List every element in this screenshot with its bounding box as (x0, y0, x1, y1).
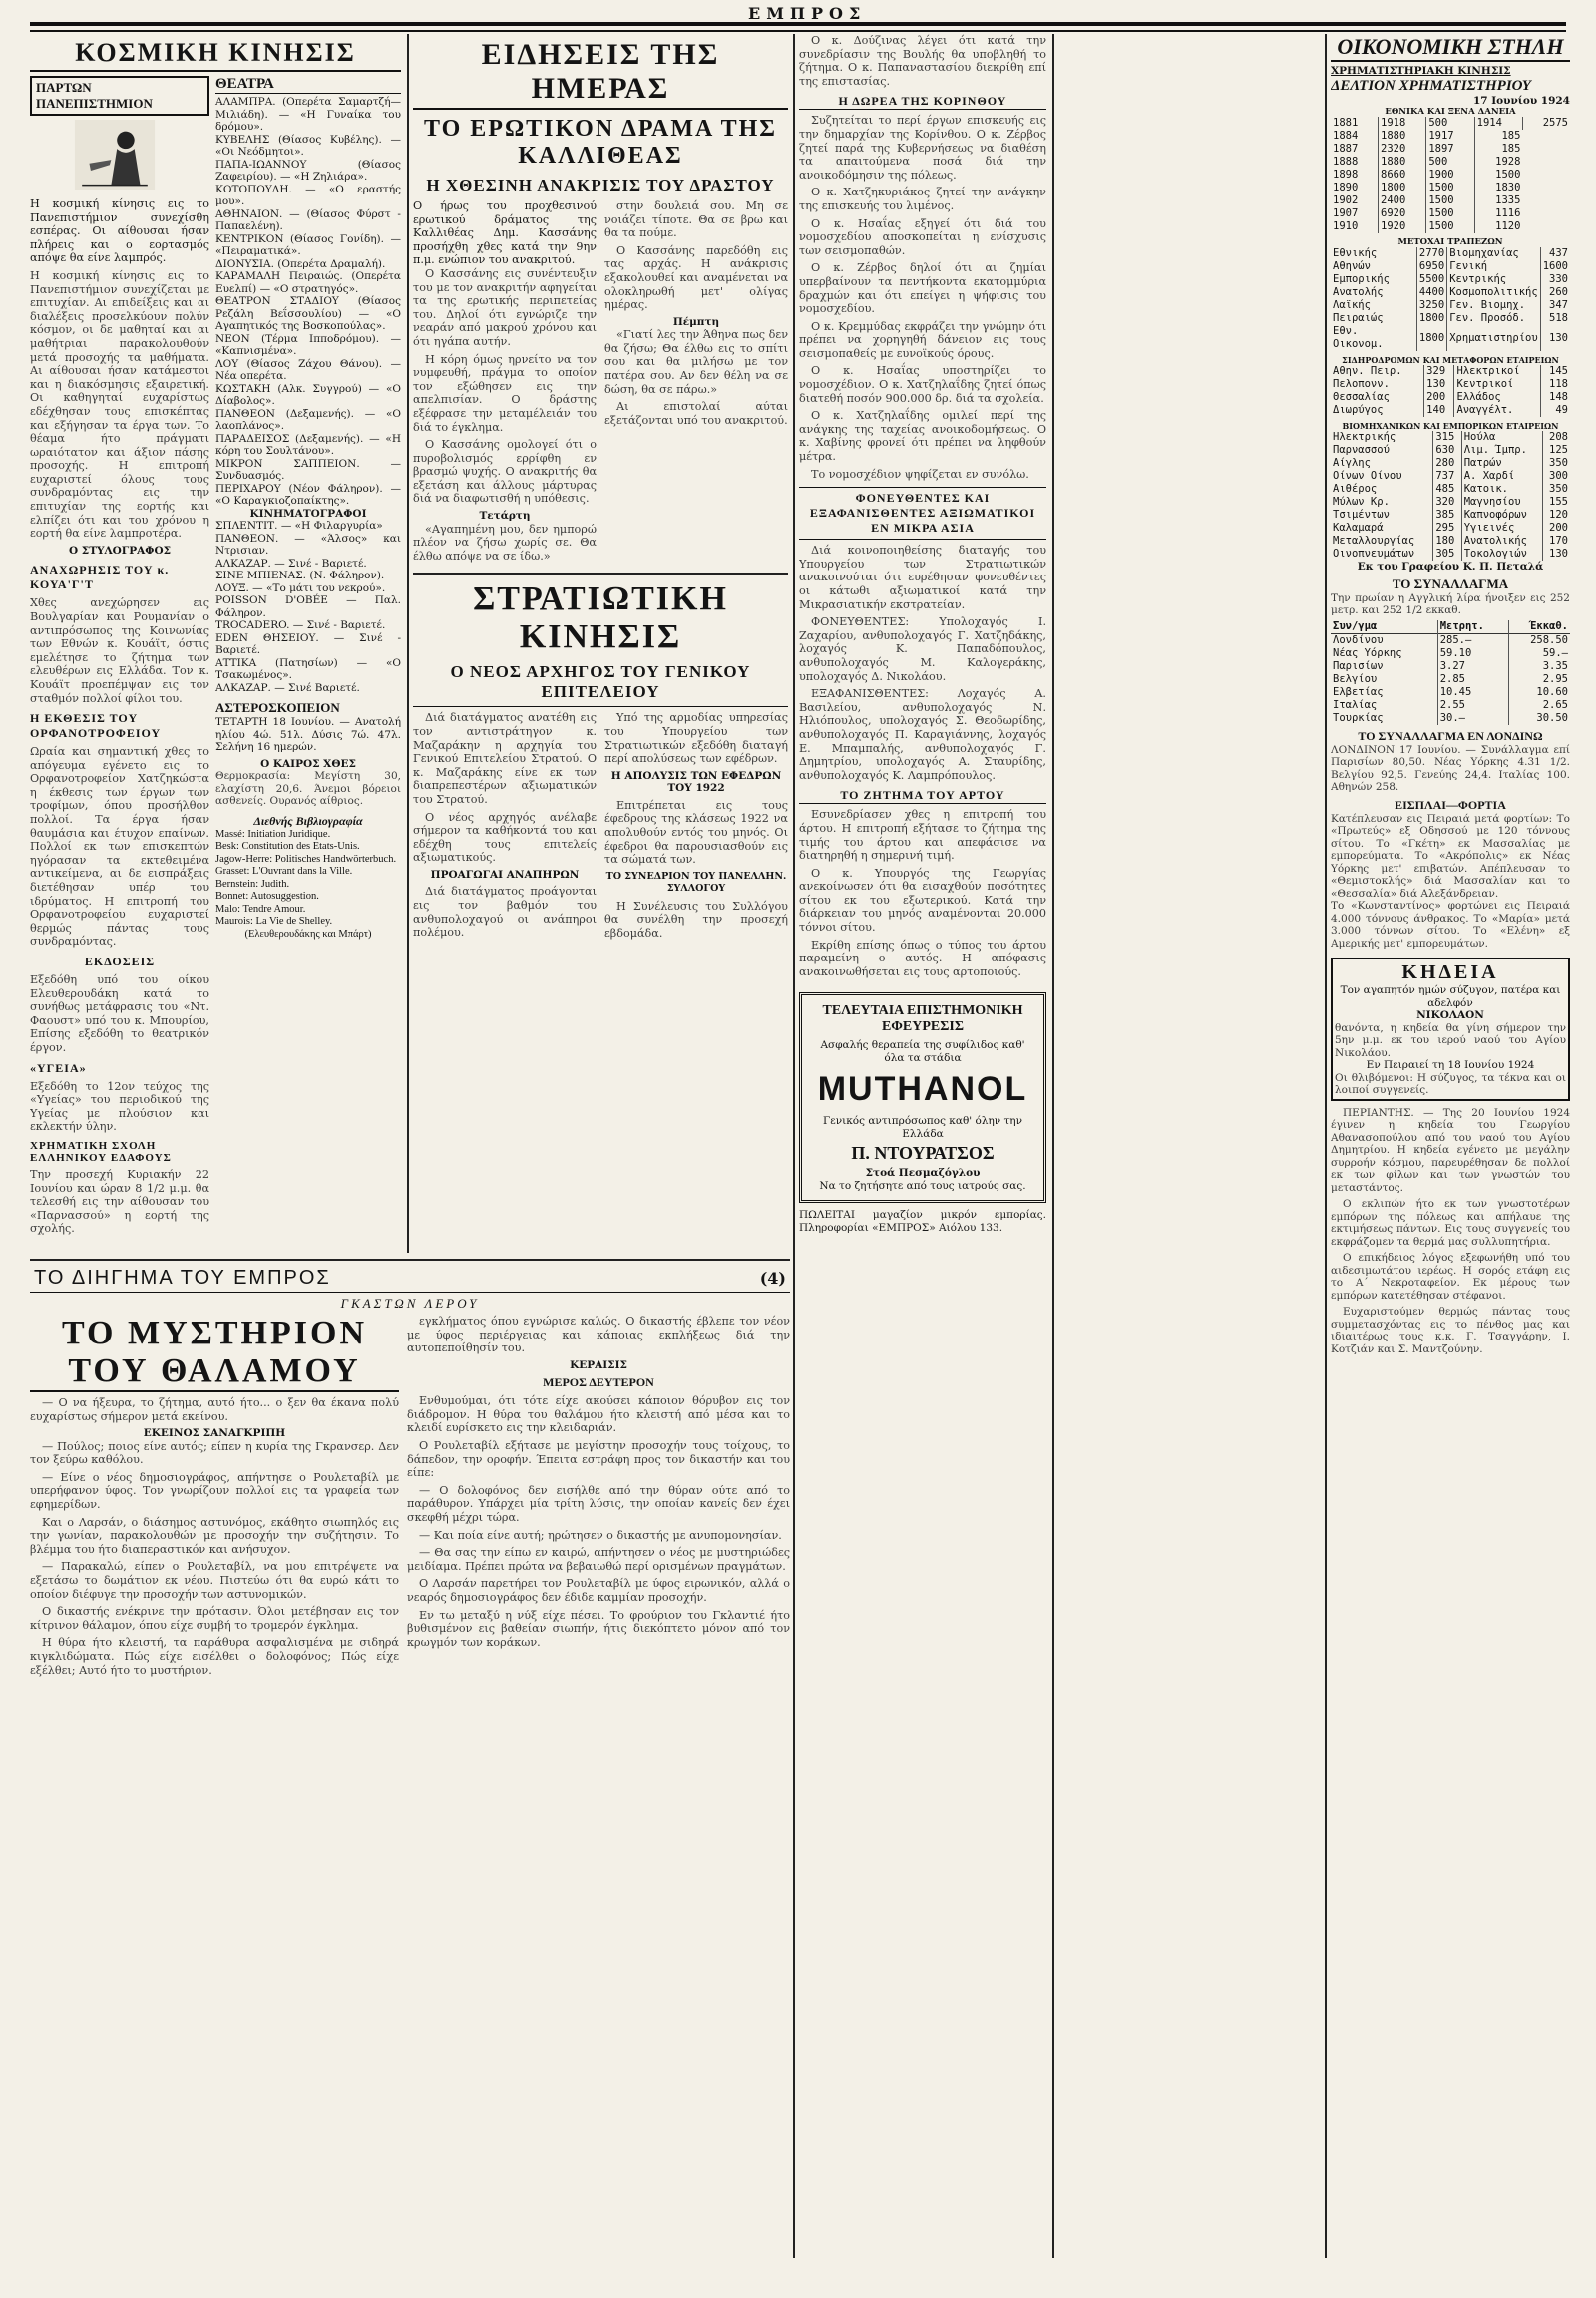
table-row (1331, 496, 1570, 509)
table-cell: Κεντρικοί (1454, 378, 1540, 391)
table-cell: 30.— (1437, 712, 1508, 725)
masthead-rule (30, 30, 1566, 32)
serial-part-label: ΜΕΡΟΣ ΔΕΥΤΕΡΟΝ (543, 1375, 654, 1390)
theatre-item: ΑΤΤΙΚΑ (Πατησίων) — «Ο Τσακωμένος». (215, 656, 401, 681)
table-cell: 1335 (1495, 194, 1521, 206)
table-cell: 1800 (1416, 312, 1446, 325)
observatory-header: ΑΣΤΕΡΟΣΚΟΠΕΙΟΝ (215, 700, 340, 715)
funeral-header: ΚΗΔΕΙΑ (1401, 961, 1499, 983)
muthanol-advertisement (799, 992, 1046, 1203)
table-cell: 305 (1433, 548, 1461, 561)
serial-author: ΓΚΑΣΤΩΝ ΛΕΡΟΥ (340, 1296, 480, 1311)
table-cell: 130 (1424, 378, 1454, 391)
table-row (1331, 117, 1570, 130)
table-row (1331, 712, 1570, 725)
table-row (1331, 260, 1570, 273)
bibliography-list (215, 829, 401, 942)
table-cell: 347 (1549, 299, 1568, 311)
theatre-item: POISSON D'OBÉE — Παλ. Φάληρον. (215, 594, 401, 619)
table-cell: 155 (1549, 496, 1568, 508)
theatre-item: ΚΥΒΕΛΗΣ (Θίασος Κυβέλης). — «Οι Νεόδμητοι». (215, 133, 401, 158)
table-row (1331, 143, 1570, 156)
table-cell: 1500 (1426, 194, 1474, 207)
table-row (1331, 483, 1570, 496)
serial-series: ΤΟ ΔΙΗΓΗΜΑ ΤΟΥ ΕΜΠΡΟΣ (34, 1267, 331, 1289)
table-cell: 1920 (1379, 220, 1426, 233)
school-subhead: ΧΡΗΜΑΤΙΚΗ ΣΧΟΛΗ ΕΛΛΗΝΙΚΟΥ ΕΔΑΦΟΥΣ (30, 1139, 172, 1164)
table-cell: 2400 (1379, 194, 1426, 207)
theatre-item: ΕDEN ΘΗΣΕΙΟΥ. — Σινέ - Βαριετέ. (215, 631, 401, 656)
table-cell: 2.85 (1437, 673, 1508, 686)
table-row (1331, 699, 1570, 712)
bulletin-date: 17 Ιουνίου 1924 (1472, 94, 1570, 107)
corinth-subhead: Η ΔΩΡΕΑ ΤΗΣ ΚΟΡΙΝΘΟΥ (799, 94, 1046, 110)
table-row (1331, 207, 1570, 220)
table-cell: 1800 (1379, 182, 1426, 194)
table-cell: Υγιεινές (1461, 522, 1542, 535)
table-cell: Διωρύγος (1331, 404, 1424, 417)
theatre-item: ΑΛΚΑΖΑΡ. — Σινέ Βαριετέ. (215, 681, 360, 694)
politics-column: Ο κ. Δούζινας λέγει ότι κατά την συνεδρίασιν της Βουλής θα υποβληθή το ζήτημα. Ο κ. Παπαναστασίου διεκρίθη επί της επιστασίας. Η ΔΩΡΕΑ ΤΗΣ ΚΟΡΙΝΘΟΥ Συζητείται το περί έργων επισκευής εις την δημαρχίαν της Κορίνθου. Ο κ. Ζέρβος ζητεί παρά της Κυβερνήσεως να διαθέση τα απαιτούμενα ποσά διά την ανοικοδόμησιν της πόλεως. Ο κ. Χατζηκυριάκος ζητεί την ανάγκην της επισκευής του λιμένος. Ο κ. Ησαΐας εξηγεί ότι διά του νομοσχεδίου αποσκοπείται η ενίσχυσις των σεισμοπαθών. Ο κ. Ζέρβος δηλοί ότι αι ζημίαι υπερβαίνουν τα πεντήκοντα εκατομμύρια δραχμών και ότι επείγει η ψήφισις του νομοσχεδίου. Ο κ. Κρεμμύδας εκφράζει την γνώμην ότι πρέπει να χορηγηθή δάνειον εις τους σεισμοπαθείς με ευνοϊκούς όρους. Ο κ. Ησαΐας υποστηρίζει το νομοσχέδιον. Ο κ. Χατζηλαΐδης ζητεί όπως διατεθή ποσόν 900.000 δρ. διά τα σχολεία. Ο κ. Χατζηλαΐδης ομιλεί περί της ανάγκης της ταχείας ανοικοδομήσεως. Ο κ. Χαβίνης φρονεί ότι πρέπει να ληφθούν μέτρα. Το νομοσχέδιον ψηφίζεται εν συνόλω. ΦΟΝΕΥΘΕΝΤΕΣ ΚΑΙ ΕΞΑΦΑΝΙΣΘΕΝΤΕΣ ΑΞΙΩΜΑΤΙΚΟΙ ΕΝ ΜΙΚΡΑ ΑΣΙΑ Διά κοινοποιηθείσης διαταγής του Υπουργείου των Στρατιωτικών ανακοινούται ότι ευρέθησαν φονευθέντες οι κάτωθι αξιωματικοί κατά την Μικρασιατικήν εκστρατείαν. ΦΟΝΕΥΘΕΝΤΕΣ: Υπολοχαγός Ι. Ζαχαρίου, ανθυπολοχαγός Γ. Χατζηδάκης, λοχαγός Κ. Παπαδόπουλος, ανθυπολοχαγός Μ. Καλογεράκης, υπολοχαγός Δ. Νικολάου. ΕΞΑΦΑΝΙΣΘΕΝΤΕΣ: Λοχαγός Α. Βασιλείου, ανθυπολοχαγός Ν. Ηλιόπουλος, υπολοχαγός Σ. Θεοδωρίδης, ανθυπολοχαγός Π. Καραγιάννης, λοχαγός Ε. Μπαμπαλής, ανθυπολοχαγός Γ. Δημητρίου, υπολοχαγός Α. Σταυρίδης, ανθυπολοχαγός Κ. Λαμπρόπουλος. ΤΟ ΖΗΤΗΜΑ ΤΟΥ ΑΡΤΟΥ Εσυνεδρίασεν χθες η επιτροπή του άρτου. Η επιτροπή εξήτασε το ζήτημα της τιμής του άρτου και απεφάσισε να διατηρηθή η σημερινή τιμή. Ο κ. Υπουργός της Γεωργίας ανεκοίνωσεν ότι θα εισαχθούν ποσότητες σίτου εκ του εξωτερικού. Κατά την διάρκειαν του μηνός αναμένονται 20.000 τόννοι σίτου. Εκρίθη επίσης όπως ο τύπος του άρτου παραμείνη ο αυτός. Η απόφασις ανακοινωθήσεται εις τους αρτοποιούς. ΤΕΛΕΥΤΑΙΑ ΕΠΙΣΤΗΜΟΝΙΚΗ ΕΦΕΥΡΕΣΙΣ Ασφαλής θεραπεία της συφίλιδος καθ' όλα τα στάδια MUTHANOL Γενικός αντιπρόσωπος καθ' όλην την Ελλάδα Π. ΝΤΟΥΡΑΤΣΟΣ Στοά Πεσμαζόγλου Να το ζητήσητε από τους ιατρούς σας. ΠΩΛΕΙΤΑΙ μαγαζίον μικρόν εμπορίας. Πληροφορίαι «ΕΜΠΡΟΣ» Αιόλου 133. (799, 34, 1046, 1234)
table-cell: 1120 (1495, 220, 1521, 232)
theatre-item: ΛΟΥ (Θίασος Ζάχου Θάνου). — Νέα οπερέτα. (215, 357, 401, 382)
table-cell: 1900 (1426, 169, 1474, 182)
loans-table (1331, 117, 1570, 233)
reservists-subheader: Η ΑΠΟΛΥΣΙΣ ΤΩΝ ΕΦΕΔΡΩΝ ΤΟΥ 1922 (610, 769, 782, 795)
theatre-item: ΠΑΡΑΔΕΙΣΟΣ (Δεξαμενής). — «Η κόρη του Σουλτάνου». (215, 432, 401, 457)
drama-subheadline: Η ΧΘΕΣΙΝΗ ΑΝΑΚΡΙΣΙΣ ΤΟΥ ΔΡΑΣΤΟΥ (426, 176, 775, 194)
drama-lead: Ο ήρως του προχθεσινού ερωτικού δράματος της Καλλιθέας Δημ. Κασσάνης προσήχθη χθες κατά την 9ην π.μ. ενώπιον του ανακριτού. (413, 199, 597, 267)
table-cell: Πελοπονν. (1331, 378, 1424, 391)
table-cell: Λιμ. Ίμπρ. (1461, 444, 1542, 457)
table-cell: 6920 (1379, 207, 1426, 220)
table-cell: 2320 (1379, 143, 1426, 156)
table-row (1331, 673, 1570, 686)
officers-subhead: ΦΟΝΕΥΘΕΝΤΕΣ ΚΑΙ ΕΞΑΦΑΝΙΣΘΕΝΤΕΣ ΑΞΙΩΜΑΤΙΚΟΙ ΕΝ ΜΙΚΡΑ ΑΣΙΑ (799, 487, 1046, 540)
theatre-item: ΚΕΝΤΡΙΚΟΝ (Θίασος Γονίδη). — «Πειραματικά». (215, 232, 401, 257)
table-cell: 200 (1549, 522, 1568, 534)
news-header: ΕΙΔΗΣΕΙΣ ΤΗΣ ΗΜΕΡΑΣ (413, 34, 788, 110)
table-cell: Παρισίων (1331, 660, 1437, 673)
table-row (1331, 444, 1570, 457)
table-cell: Γενική (1447, 260, 1541, 273)
table-cell: 1917 (1426, 130, 1474, 143)
serial-part-number: (4) (759, 1269, 786, 1288)
table-cell: Μύλων Κρ. (1331, 496, 1433, 509)
theatre-item: ΣΙΝΕ ΜΠΙΕΝΑΣ. (Ν. Φάληρον). (215, 570, 385, 581)
table-cell: 1881 (1331, 117, 1379, 130)
table-cell: 315 (1433, 431, 1461, 444)
theatre-item: ΔΙΟΝΥΣΙΑ. (Οπερέτα Δραμαλή). (215, 257, 386, 270)
table-cell: Αθηνών (1331, 260, 1416, 273)
society-header: ΚΟΣΜΙΚΗ ΚΙΝΗΣΙΣ (30, 34, 401, 72)
university-text: Η κοσμική κίνησις εις το Πανεπιστήμιον συνεχίσθη εσπέρας. Οι αίθουσαι ήσαν πλήρεις και ο εορτασμός απόψε θα είνε λαμπρός. (30, 197, 209, 265)
theatre-item: ΠΕΡΙΧΑΡΟΥ (Νέον Φάληρον). — «Ο Καραγκιοζοπαίκτης». (215, 482, 401, 507)
table-row (1331, 509, 1570, 522)
economy-column: ΟΙΚΟΝΟΜΙΚΗ ΣΤΗΛΗ ΧΡΗΜΑΤΙΣΤΗΡΙΑΚΗ ΚΙΝΗΣΙΣ ΔΕΛΤΙΟΝ ΧΡΗΜΑΤΙΣΤΗΡΙΟΥ 17 Ιουνίου 1924 ΕΘΝΙΚΑ ΚΑΙ ΞΕΝΑ ΔΑΝΕΙΑ 1881 1918 500 1914 2575 1884 1880 1917 185 1887 2320 1897 185 1888 1880 500 1928 1898 8660 1900 1500 1890 1800 1500 1830 1902 2400 1500 1335 1907 6920 1500 1116 1910 1920 1500 1120 ΜΕΤΟΧΑΙ ΤΡΑΠΕΖΩΝ Εθνικής 2770 Βιομηχανίας 437 Αθηνών 6950 Γενική 1600 Εμπορικής 5500 Κεντρικής 330 Ανατολής 4400 Κοσμοπολιτικής 260 Λαϊκής 3250 Γεν. Βιομηχ. 347 Πειραιώς 1800 Γεν. Προσόδ. 518 Εθν. Οικονομ. 1800 Χρηματιστηρίου 130 ΣΙΔΗΡΟΔΡΟΜΩΝ ΚΑΙ ΜΕΤΑΦΟΡΩΝ ΕΤΑΙΡΕΙΩΝ Αθην. Πειρ. 329 Ηλεκτρικοί 145 Πελοπονν. 130 Κεντρικοί 118 Θεσσαλίας 200 Ελλάδος 148 Διωρύγος 140 Αναγγέλτ. 49 ΒΙΟΜΗΧΑΝΙΚΩΝ ΚΑΙ ΕΜΠΟΡΙΚΩΝ ΕΤΑΙΡΕΙΩΝ Ηλεκτρικής 315 Ηούλα 208 Παρνασσού 630 Λιμ. Ίμπρ. 125 Αίγλης 280 Πατρών 350 Οίνων Οίνου 737 Α. Χαρδί 300 Αιθέρος 485 Κατοικ. 350 Μύλων Κρ. 320 Μαγνησίου 155 Τσιμέντων 385 Καπνοφόρων 120 Καλαμαρά 295 Υγιεινές 200 Μεταλλουργίας 180 Ανατολικής 170 Οινοπνευμάτων 305 Τοκολογιών 130 Εκ του Γραφείου Κ. Π. Πεταλά ΤΟ ΣΥΝΑΛΛΑΓΜΑ Την πρωίαν η Αγγλική λίρα ήνοιξεν εις 252 μετρ. και 252 1/2 εκκαθ. Συν/γμα Μετρητ. Έκκαθ. Λονδίνου 285.— 258.50 Νέας Υόρκης 59.10 59.— Παρισίων 3.27 3.35 Βελγίου 2.85 2.95 Ελβετίας 10.45 10.60 Ιταλίας 2.55 2.65 Τουρκίας 30.— 30.50 ΤΟ ΣΥΝΑΛΛΑΓΜΑ ΕΝ ΛΟΝΔΙΝΩ ΛΟΝΔΙΝΟΝ 17 Ιουνίου. — Συνάλλαγμα επί Παρισίων 80,50. Νέας Υόρκης 4.31 1/2. Βελγίου 92,5. Γενεύης 24,4. Ιταλίας 100. Αθηνών 258. ΕΙΣΠΛΑΙ—ΦΟΡΤΙΑ Κατέπλευσαν εις Πειραιά μετά φορτίων: Το «Πρωτεύς» εξ Οδησσού με 120 τόννους σίτου. Το «Γκέτη» εκ Μασσαλίας με εμπορεύματα. Το «Ακρόπολις» εκ Νέας Υόρκης μετ' επιβατών. Απέπλευσαν το «Θεμιστοκλής» διά Μασσαλίαν και το «Θεσσαλία» διά Αλεξάνδρειαν. Το «Κωνσταντίνος» φορτώνει εις Πειραιά 4.000 τόννους άνθρακος. Το «Μαρία» μετά 3.000 τόννων σίτου. Το «Ελένη» εξ Αμερικής μετ' εμπορευμάτων. ΚΗΔΕΙΑ Τον αγαπητόν ημών σύζυγον, πατέρα και αδελφόν ΝΙΚΟΛΑΟΝ θανόντα, η κηδεία θα γίνη σήμερον την 5ην μ.μ. εκ του ιερού ναού του Αγίου Νικολάου. Εν Πειραιεί τη 18 Ιουνίου 1924 Οι θλιβόμενοι: Η σύζυγος, τα τέκνα και οι λοιποί συγγενείς. ΠΕΡΙΑΝΤΗΣ. — Της 20 Ιουνίου 1924 έγινεν η κηδεία του Γεωργίου Αθανασοπούλου από του ναού του Αγίου Δημητρίου. Η κηδεία εγένετο με μεγάλην συρροήν κόσμου, παρευρέθησαν δε πολλοί εκ των φίλων και των γνωστών του μεταστάντος. Ο εκλιπών ήτο εκ των γνωστοτέρων εμπόρων της πόλεως και απήλαυε της εκτιμήσεως πάντων. Εις τους συγγενείς του εκφράζομεν τα θερμά μας συλλυπητήρια. Ο επικήδειος λόγος εξεφωνήθη υπό του αιδεσιμωτάτου ιερέως. Η σορός ετάφη εις το Α΄ Νεκροταφείον. Εκ μέρους των εμπόρων κατετέθησαν στέφανοι. Ευχαριστούμεν θερμώς πάντας τους συμμετασχόντας εις το πένθος μας και ιδιαιτέρως τους κ.κ. Γ. Τσαγγάρην, Ι. Κοτζιάν και Σ. Μαντζούνην. (1331, 34, 1570, 1355)
table-row (1331, 548, 1570, 561)
table-cell: 145 (1549, 365, 1568, 377)
table-cell: 8660 (1379, 169, 1426, 182)
table-cell: 518 (1549, 312, 1568, 324)
table-cell: 737 (1433, 470, 1461, 483)
table-cell: 295 (1433, 522, 1461, 535)
theatre-item: ΛΟΥΞ. — «Το μάτι του νεκρού». (215, 581, 386, 594)
table-cell: 1914 (1474, 117, 1522, 130)
table-cell: Γεν. Προσόδ. (1447, 312, 1541, 325)
theatre-item: ΑΛΑΜΠΡΑ. (Οπερέτα Σαμαρτζή—Μιλιάδη). — «Η Γυναίκα του δρόμου». (215, 96, 401, 133)
table-cell: 329 (1424, 365, 1454, 378)
funeral-notice: ΚΗΔΕΙΑ Τον αγαπητόν ημών σύζυγον, πατέρα και αδελφόν ΝΙΚΟΛΑΟΝ θανόντα, η κηδεία θα γίνη σήμερον την 5ην μ.μ. εκ του ιερού ναού του Αγίου Νικολάου. Εν Πειραιεί τη 18 Ιουνίου 1924 Οι θλιβόμενοι: Η σύζυγος, τα τέκνα και οι λοιποί συγγενείς. (1331, 958, 1570, 1101)
table-cell: 630 (1433, 444, 1461, 457)
table-cell: Καπνοφόρων (1461, 509, 1542, 522)
table-cell: 120 (1549, 509, 1568, 521)
table-row (1331, 391, 1570, 404)
table-cell: 1880 (1379, 130, 1426, 143)
table-cell: Μεταλλουργίας (1331, 535, 1433, 548)
table-cell: 285.— (1437, 633, 1508, 647)
exchange-subhead: ΧΡΗΜΑΤΙΣΤΗΡΙΑΚΗ ΚΙΝΗΣΙΣ (1331, 65, 1511, 77)
table-cell: 437 (1549, 247, 1568, 259)
table-row (1331, 365, 1570, 378)
table-cell: 500 (1426, 156, 1474, 169)
table-row (1331, 686, 1570, 699)
table-cell: Καλαμαρά (1331, 522, 1433, 535)
table-cell: 1897 (1426, 143, 1474, 156)
bulletin-subhead: ΔΕΛΤΙΟΝ ΧΡΗΜΑΤΙΣΤΗΡΙΟΥ (1331, 77, 1531, 94)
table-row (1331, 431, 1570, 444)
table-cell: Ηλεκτρικοί (1454, 365, 1540, 378)
table-cell: 180 (1433, 535, 1461, 548)
loans-table-header: ΕΘΝΙΚΑ ΚΑΙ ΞΕΝΑ ΔΑΝΕΙΑ (1385, 107, 1516, 117)
table-cell: 300 (1549, 470, 1568, 482)
table-cell: Τσιμέντων (1331, 509, 1433, 522)
departure-subhead: ΑΝΑΧΩΡΗΣΙΣ ΤΟΥ κ. ΚΟΥΑ'Γ'Τ (30, 563, 170, 592)
table-cell: 2.65 (1542, 698, 1568, 711)
table-row (1331, 194, 1570, 207)
table-row (1331, 522, 1570, 535)
industry-table (1331, 431, 1570, 561)
banks-table (1331, 247, 1570, 351)
serial-character: ΚΕΡΑΙΣΙΣ (570, 1358, 627, 1371)
table-cell: Εθνικής (1331, 247, 1416, 260)
table-cell: Γεν. Βιομηχ. (1447, 299, 1541, 312)
table-cell: Λονδίνου (1331, 633, 1437, 647)
cinema-subheader: ΚΙΝΗΜΑΤΟΓΡΑΦΟΙ (249, 507, 367, 520)
shipping-header: ΕΙΣΠΛΑΙ—ΦΟΡΤΙΑ (1395, 797, 1506, 812)
table-cell: 330 (1549, 273, 1568, 285)
table-row (1331, 273, 1570, 286)
bibliography-item: Maurois: La Vie de Shelley. (215, 916, 333, 927)
woman-illustration-icon (30, 120, 200, 190)
table-cell: Αιθέρος (1331, 483, 1433, 496)
table-cell: Εθν. Οικονομ. (1331, 325, 1416, 351)
table-cell: Ανατολικής (1461, 535, 1542, 548)
table-row (1331, 220, 1570, 233)
bibliography-item: Besk: Constitution des Etats-Unis. (215, 841, 360, 852)
theatre-item: ΚΟΤΟΠΟΥΛΗ. — «Ο εραστής μου». (215, 183, 401, 207)
ad-brand: MUTHANOL (817, 1070, 1028, 1109)
industry-table-note: Εκ του Γραφείου Κ. Π. Πεταλά (1357, 561, 1544, 573)
serial-top-rule (30, 1259, 790, 1261)
table-cell: 1116 (1495, 207, 1521, 219)
table-row (1331, 470, 1570, 483)
letter-label-tetarti: Τετάρτη (479, 510, 531, 523)
masthead-title: ΕΜΠΡΟΣ (748, 4, 867, 23)
table-cell: Τουρκίας (1331, 712, 1437, 725)
table-cell: 59.10 (1437, 647, 1508, 660)
table-cell: Κοσμοπολιτικής (1447, 286, 1541, 299)
table-cell: 185 (1501, 130, 1521, 142)
table-cell: 1898 (1331, 169, 1379, 182)
bibliography-item: Bonnet: Autosuggestion. (215, 891, 319, 902)
military-subheader: Ο ΝΕΟΣ ΑΡΧΗΓΟΣ ΤΟΥ ΓΕΝΙΚΟΥ ΕΠΙΤΕΛΕΙΟΥ (413, 662, 788, 707)
ad-address: Στοά Πεσμαζόγλου (865, 1167, 981, 1180)
bibliography-item: Malo: Tendre Amour. (215, 903, 306, 915)
table-cell: 185 (1501, 143, 1521, 155)
news-column: ΕΙΔΗΣΕΙΣ ΤΗΣ ΗΜΕΡΑΣ ΤΟ ΕΡΩΤΙΚΟΝ ΔΡΑΜΑ ΤΗΣ ΚΑΛΛΙΘΕΑΣ Η ΧΘΕΣΙΝΗ ΑΝΑΚΡΙΣΙΣ ΤΟΥ ΔΡΑΣΤΟΥ Ο ήρως του προχθεσινού ερωτικού δράματος της Καλλιθέας Δημ. Κασσάνης προσήχθη χθες κατά την 9ην π.μ. ενώπιον του ανακριτού. Ο Κασσάνης εις συνέντευξιν του με τον ανακριτήν αφηγείται τα της ερωτικής περιπετείας του. Δηλοί ότι εγνώριζε την νεαράν από μακρού χρόνου και ότι ηγάπα αυτήν. Η κόρη όμως ηρνείτο να τον νυμφευθή, πράγμα το οποίον τον εξώθησεν εις την απελπισίαν. Ο δράστης εξέφρασε την μεταμέλειάν του διά το έγκλημα. Ο Κασσάνης ομολογεί ότι ο πυροβολισμός ερρίφθη εν βρασμώ ψυχής. Ο ανακριτής θα εξετάση και άλλους μάρτυρας διά να διαφωτισθή η υπόθεσις. Τετάρτη «Αγαπημένη μου, δεν ημπορώ πλέον να ζήσω χωρίς σε. Θα έλθω απόψε να σε ίδω.» στην δουλειά σου. Μη σε νοιάζει τίποτε. Θα σε βρω και θα τα πούμε. Ο Κασσάνης παρεδόθη εις τας αρχάς. Η ανάκρισις εξακολουθεί και αναμένεται να ολοκληρωθή μετ' ολίγας ημέρας. Πέμπτη «Γιατί λες την Άθηνα πως δεν θα ζήσω; Θα έλθω εις το σπίτι σου και θα μιλήσω με τον πατέρα σου. Αν δεν θέλη να σε δώση, θα σε πάρω.» Αι επιστολαί αύται εξετάζονται υπό του ανακριτού. ΣΤΡΑΤΙΩΤΙΚΗ ΚΙΝΗΣΙΣ Ο ΝΕΟΣ ΑΡΧΗΓΟΣ ΤΟΥ ΓΕΝΙΚΟΥ ΕΠΙΤΕΛΕΙΟΥ Διά διατάγματος ανατέθη εις τον αντιστράτηγον κ. Μαζαράκην η αρχηγία του Γενικού Επιτελείου Στρατού. Ο κ. Μαζαράκης είνε εκ των διαπρεπεστέρων αξιωματικών του Στρατού. Ο νέος αρχηγός ανέλαβε σήμερον τα καθήκοντά του και εδέχθη τους επιτελείς αξιωματικούς. ΠΡΟΑΓΩΓΑΙ ΑΝΑΠΗΡΩΝ Διά διατάγματος προάγονται εις τον βαθμόν του ανθυπολοχαγού οι ανάπηροι πολέμου. Υπό της αρμοδίας υπηρεσίας του Υπουργείου των Στρατιωτικών εξεδόθη διαταγή περί απολύσεως των εφέδρων. Η ΑΠΟΛΥΣΙΣ ΤΩΝ ΕΦΕΔΡΩΝ ΤΟΥ 1922 Επιτρέπεται εις τους έφεδρους της κλάσεως 1922 να απολυθούν εντός του μηνός. Οι έφεδροι θα παρουσιασθούν εις τα σώματά των. ΤΟ ΣΥΝΕΔΡΙΟΝ ΤΟΥ ΠΑΝΕΛΛΗΝ. ΣΥΛΛΟΓΟΥ Η Συνέλευσις του Συλλόγου θα συνέλθη την προσεχή εβδομάδα. (413, 34, 788, 1253)
table-cell: 1884 (1331, 130, 1379, 143)
table-cell: 3.27 (1437, 660, 1508, 673)
theatre-item: ΠΑΠΑ-ΙΩΑΝΝΟΥ (Θίασος Ζαφειρίου). — «Η Ζηλιάρα». (215, 158, 401, 183)
university-subhead: ΠΑΡΤΩΝ ΠΑΝΕΠΙΣΤΗΜΙΟΝ (30, 76, 209, 116)
table-cell: 208 (1549, 431, 1568, 443)
funeral-name: ΝΙΚΟΛΑΟΝ (1416, 1009, 1484, 1021)
theatre-item: ΚΑΡΑΜΑΛΗ Πειραιώς. (Οπερέτα Ευελπί) — «Ο στρατηγός». (215, 270, 401, 295)
theatre-item: ΚΩΣΤΑΚΗ (Αλκ. Συγγρού) — «Ο Δίαβολος». (215, 382, 401, 407)
table-row (1331, 378, 1570, 391)
table-cell: 258.50 (1530, 633, 1568, 646)
table-cell: Οινοπνευμάτων (1331, 548, 1433, 561)
table-cell: Θεσσαλίας (1331, 391, 1424, 404)
military-header: ΣΤΡΑΤΙΩΤΙΚΗ ΚΙΝΗΣΙΣ (473, 580, 728, 656)
table-row (1331, 130, 1570, 143)
table-row (1331, 457, 1570, 470)
table-cell: 1910 (1331, 220, 1379, 233)
table-row (1331, 169, 1570, 182)
table-cell: Οίνων Οίνου (1331, 470, 1433, 483)
table-row (1331, 404, 1570, 417)
table-cell: 3.35 (1542, 659, 1568, 672)
table-cell: 1890 (1331, 182, 1379, 194)
theatre-item: ΑΛΚΑΖΑΡ. — Σινέ - Βαριετέ. (215, 557, 367, 570)
table-cell: 500 (1426, 117, 1474, 130)
table-cell: Ελβετίας (1331, 686, 1437, 699)
table-cell: Παρνασσού (1331, 444, 1433, 457)
table-row (1331, 286, 1570, 299)
column-rule (1325, 34, 1327, 2258)
table-cell: 1928 (1495, 156, 1521, 168)
table-cell: 2.95 (1542, 672, 1568, 685)
society-column: ΚΟΣΜΙΚΗ ΚΙΝΗΣΙΣ ΠΑΡΤΩΝ ΠΑΝΕΠΙΣΤΗΜΙΟΝ Η κοσμική κίνησις εις το Πανεπιστήμιον συνεχίσθη εσπέρας. Οι αίθουσαι ήσαν πλήρεις και ο εορτασμός απόψε θα είνε λαμπρός. Η κοσμική κίνησις εις το Πανεπιστήμιον συνεχίζεται με επιτυχίαν. Αι επιδείξεις και αι διαλέξεις προσελκύουν πολύν κόσμον, οι δε μαθηταί και αι μαθήτριαι παρακολουθούν μετά προσοχής τα μαθήματα. Αι αίθουσαι ήσαν κατάμεστοι και η διακόσμησις εξαιρετική. Οι καθηγηταί ευχαρίστως εδέχθησαν τους επισκέπτας και εξήγησαν τα έργα των. Το θέαμα ήτο πράγματι ωραιότατον και άξιον πάσης προσοχής. Η επιτροπή ευχαριστεί όλους τους συνδραμόντας εις την επιτυχίαν της εορτής και ελπίζει ότι και του χρόνου η εορτή θα είνε λαμπροτέρα. Ο ΣΤΥΛΟΓΡΑΦΟΣ ΑΝΑΧΩΡΗΣΙΣ ΤΟΥ κ. ΚΟΥΑ'Γ'Τ Χθες ανεχώρησεν εις Βουλγαρίαν και Ρουμανίαν ο αντιπρόσωπος της Κοινωνίας των Εθνών κ. Κουάϊτ, όστις εμελέτησε το ζήτημα των ελευθέρων εις Ελλάδα. Τον κ. Κουάϊτ προεπέμψαν εις τον σταθμόν πολλοί φίλοι του. Η ΕΚΘΕΣΙΣ ΤΟΥ ΟΡΦΑΝΟΤΡΟΦΕΙΟΥ Ωραία και σημαντική χθες το απόγευμα εγένετο εις το Ορφανοτροφείον Χατζηκώστα η έκθεσις των έργων των τροφίμων, όπου προσήλθον πολλοί. Τα έργα ήσαν θαυμάσια και έτυχον επαίνων. Πολλοί εκ των επισκεπτών ηγόρασαν τα εκτεθειμένα αντικείμενα, αι δε εισπράξεις διετέθησαν υπέρ του ιδρύματος. Η επιτροπή του Ορφανοτροφείου ευχαριστεί θερμώς πάντας τους συνδραμόντας. ΕΚΔΟΣΕΙΣ Εξεδόθη υπό του οίκου Ελευθερουδάκη κατά το συνήθως μετάφρασις του «Ντ. Φαουστ» υπό του κ. Μπουρίου, Επίσης εξεδόθη το θεατρικόν έργον. «ΥΓΕΙΑ» Εξεδόθη το 12ον τεύχος της «Υγείας» του περιοδικού της Υγείας με πλούσιον και εκλεκτήν ύλην. ΧΡΗΜΑΤΙΚΗ ΣΧΟΛΗ ΕΛΛΗΝΙΚΟΥ ΕΔΑΦΟΥΣ Την προσεχή Κυριακήν 22 Ιουνίου και ώραν 8 1/2 μ.μ. θα τελεσθή εις την αίθουσαν του «Παρνασσού» η εορτή της σχολής. ΘΕΑΤΡΑ ΑΛΑΜΠΡΑ. (Οπερέτα Σαμαρτζή—Μιλιάδη). — «Η Γυναίκα του δρόμου». ΚΥΒΕΛΗΣ (Θίασος Κυβέλης). — «Οι Νεόδμητοι». ΠΑΠΑ-ΙΩΑΝΝΟΥ (Θίασος Ζαφειρίου). — «Η Ζηλιάρα». ΚΟΤΟΠΟΥΛΗ. — «Ο εραστής μου». ΑΘΗΝΑΙΟΝ. — (Θίασος Φύρστ - Παπαελένη). ΚΕΝΤΡΙΚΟΝ (Θίασος Γονίδη). — «Πειραματικά». ΔΙΟΝΥΣΙΑ. (Οπερέτα Δραμαλή). ΚΑΡΑΜΑΛΗ Πειραιώς. (Οπερέτα Ευελπί) — «Ο στρατηγός». ΘΕΑΤΡΟΝ ΣΤΑΔΙΟΥ (Θίασος Ρεζάλη Βεΐσσουλίου) — «Ο Αγαπητικός της Βοσκοπούλας». ΝΕΟΝ (Τέρμα Ιπποδρόμου). — «Καπνισμένα». ΛΟΥ (Θίασος Ζάχου Θάνου). — Νέα οπερέτα. ΚΩΣΤΑΚΗ (Αλκ. Συγγρού) — «Ο Δίαβολος». ΠΑΝΘΕΟΝ (Δεξαμενής). — «Ο λαοπλάνος». ΠΑΡΑΔΕΙΣΟΣ (Δεξαμενής). — «Η κόρη του Σουλτάνου». ΜΙΚΡΟΝ ΣΑΠΠΕΙΟΝ. — Συνδυασμός. ΠΕΡΙΧΑΡΟΥ (Νέον Φάληρον). — «Ο Καραγκιοζοπαίκτης». ΚΙΝΗΜΑΤΟΓΡΑΦΟΙ ΣΠΛΕΝΤΙΤ. — «Η Φιλαργυρία» ΠΑΝΘΕΟΝ. — «Άλσος» και Ντρισιαν. ΑΛΚΑΖΑΡ. — Σινέ - Βαριετέ. ΣΙΝΕ ΜΠΙΕΝΑΣ. (Ν. Φάληρον). ΛΟΥΞ. — «Το μάτι του νεκρού». POISSON D'OBÉE — Παλ. Φάληρον. TROCADERO. — Σινέ - Βαριετέ. ΕDEN ΘΗΣΕΙΟΥ. — Σινέ - Βαριετέ. ΑΤΤΙΚΑ (Πατησίων) — «Ο Τσακωμένος». ΑΛΚΑΖΑΡ. — Σινέ Βαριετέ. ΑΣΤΕΡΟΣΚΟΠΕΙΟΝ ΤΕΤΑΡΤΗ 18 Ιουνίου. — Ανατολή ηλίου 4ώ. 51λ. Δύσις 7ώ. 47λ. Σελήνη 16 ημερών. Ο ΚΑΙΡΟΣ ΧΘΕΣ Θερμοκρασία: Μεγίστη 30, ελαχίστη 20,6. Άνεμοι βόρειοι ασθενείς. Ουρανός αίθριος. Διεθνής Βιβλιογραφία Massé: Initiation Juridique. Besk: Constitution des Etats-Unis. Jagow-Herre: Politisches Handwörterbuch. Grasset: L'Ouvrant dans la Ville. Bernstein: Judith. Bonnet: Autosuggestion. Malo: Tendre Amour. Maurois: La Vie de Shelley. (Ελευθερουδάκης και Μπάρτ) (30, 34, 401, 1253)
table-cell: Αναγγέλτ. (1454, 404, 1540, 417)
ad-line: Γενικός αντιπρόσωπος καθ' όλην την Ελλάδα (823, 1115, 1022, 1140)
table-cell: 3250 (1416, 299, 1446, 312)
table-cell: 148 (1549, 391, 1568, 403)
table-cell: Νέας Υόρκης (1331, 647, 1437, 660)
table-cell: 125 (1549, 444, 1568, 456)
theatre-list (215, 96, 401, 694)
table-cell: Εμπορικής (1331, 273, 1416, 286)
table-cell: 59.— (1542, 646, 1568, 659)
table-cell: 1500 (1495, 169, 1521, 181)
serial-section: ΤΟ ΔΙΗΓΗΜΑ ΤΟΥ ΕΜΠΡΟΣ (4) ΓΚΑΣΤΩΝ ΛΕΡΟΥ ΤΟ ΜΥΣΤΗΡΙΟΝ ΤΟΥ ΘΑΛΑΜΟΥ — Ο να ήξευρα, το ζήτημα, αυτό ήτο... ο ξεν θα έκανα πολύ ευχαρίστως σήμερον μετά εκείνου. ΕΚΕΙΝΟΣ ΣΑΝΑΓΚΡΙΠΗ — Πούλος; ποιος είνε αυτός; είπεν η κυρία της Γκρανσερ. Δεν τον ξεύρω καθόλου. — Είνε ο νέος δημοσιογράφος, απήντησε ο Ρουλεταβίλ με υπερήφανον ύφος. Τον γνωρίζουν πολλοί εις τα γραφεία των εφημερίδων. Και ο Λαρσάν, ο διάσημος αστυνόμος, εκάθητο σιωπηλός εις την γωνίαν, παρακολουθών με προσοχήν την συζήτησιν. Το βλέμμα του ήτο διαπεραστικόν και ανήσυχον. — Παρακαλώ, είπεν ο Ρουλεταβίλ, να μου επιτρέψετε να εξετάσω το δωμάτιον εκ νέου. Πιστεύω ότι θα ευρώ κάτι το οποίον διέφυγε την προσοχήν των αστυνομικών. Ο δικαστής ενέκρινε την πρότασιν. Όλοι μετέβησαν εις τον κίτρινον θάλαμον, όπου είχε συμβή το τρομερόν έγκλημα. Η θύρα ήτο κλειστή, τα παράθυρα ασφαλισμένα με σιδηρά κιγκλιδώματα. Πώς είχε εισέλθει ο δολοφόνος; Πώς είχε εξέλθει; Αυτό ήτο το μυστήριον. εγκλήματος όπου εγνώρισε καλώς. Ο δικαστής έβλεπε τον νέον με ύφος περιέργειας και κάποιας εκπλήξεως διά την αυτοπεποίθησίν του. ΚΕΡΑΙΣΙΣ ΜΕΡΟΣ ΔΕΥΤΕΡΟΝ Ενθυμούμαι, ότι τότε είχε ακούσει κάποιον θόρυβον εις τον διάδρομον. Η θύρα του θαλάμου ήτο κλειστή από μέσα και το κλειδί ευρίσκετο εις την κλειδαριάν. Ο Ρουλεταβίλ εξήτασε με μεγίστην προσοχήν τους τοίχους, το δάπεδον, την οροφήν. Έπειτα εστράφη προς τον δικαστήν και του είπε: — Ο δολοφόνος δεν εισήλθε από την θύραν ούτε από το παράθυρον. Υπάρχει μία τρίτη λύσις, την οποίαν κανείς δεν έχει σκεφθή μέχρι τώρα. — Και ποία είνε αυτή; ηρώτησεν ο δικαστής με ανυπομονησίαν. — Θα σας την είπω εν καιρώ, απήντησεν ο νέος με μυστηριώδες μειδίαμα. Πρέπει πρώτα να βεβαιωθώ περί ορισμένων πραγμάτων. Ο Λαρσάν παρετήρει τον Ρουλεταβίλ με ύφος ειρωνικόν, αλλά ο νεαρός δημοσιογράφος δεν έδιδε καμμίαν προσοχήν. Εν τω μεταξύ η νύξ είχε πέσει. Το φρούριον του Γκλαντιέ ήτο βυθισμένον εις βαθείαν σιωπήν, ήτις διεκόπτετο μόνον από τον κρωγμόν των κοράκων. (30, 1267, 790, 1677)
table-row (1331, 633, 1570, 647)
table-cell: Αίγλης (1331, 457, 1433, 470)
table-row (1331, 647, 1570, 660)
bread-subhead: ΤΟ ΖΗΤΗΜΑ ΤΟΥ ΑΡΤΟΥ (799, 788, 1046, 804)
table-cell: 1902 (1331, 194, 1379, 207)
ad-title: ΤΕΛΕΥΤΑΙΑ ΕΠΙΣΤΗΜΟΝΙΚΗ ΕΦΕΥΡΕΣΙΣ (822, 1003, 1023, 1035)
theatre-item: TROCADERO. — Σινέ - Βαριετέ. (215, 619, 386, 631)
table-cell: 30.50 (1536, 711, 1568, 724)
observatory-text: ΤΕΤΑΡΤΗ 18 Ιουνίου. — Ανατολή ηλίου 4ώ. 51λ. Δύσις 7ώ. 47λ. Σελήνη 16 ημερών. (215, 716, 401, 753)
table-cell: 2770 (1416, 247, 1446, 260)
theatre-item: ΠΑΝΘΕΟΝ. — «Άλσος» και Ντρισιαν. (215, 532, 401, 557)
theatre-item: ΝΕΟΝ (Τέρμα Ιπποδρόμου). — «Καπνισμένα». (215, 332, 401, 357)
table-cell: 260 (1549, 286, 1568, 298)
drama-headline: ΤΟ ΕΡΩΤΙΚΟΝ ΔΡΑΜΑ ΤΗΣ ΚΑΛΛΙΘΕΑΣ (424, 116, 777, 169)
publications-subhead: ΕΚΔΟΣΕΙΣ (84, 955, 156, 968)
table-cell: 1800 (1416, 325, 1446, 351)
table-cell: 1918 (1379, 117, 1426, 130)
bibliography-item: Massé: Initiation Juridique. (215, 828, 331, 840)
invalids-subheader: ΠΡΟΑΓΩΓΑΙ ΑΝΑΠΗΡΩΝ (430, 868, 580, 881)
table-cell: Κατοικ. (1461, 483, 1542, 496)
railway-table (1331, 365, 1570, 417)
table-row (1331, 299, 1570, 312)
table-row (1331, 247, 1570, 260)
table-cell: 1600 (1542, 260, 1568, 272)
table-cell: 4400 (1416, 286, 1446, 299)
fx-header: ΤΟ ΣΥΝΑΛΛΑΓΜΑ (1392, 575, 1509, 591)
table-cell: Ηλεκτρικής (1331, 431, 1433, 444)
ad-subtitle: Ασφαλής θεραπεία της συφίλιδος καθ' όλα τα στάδια (820, 1039, 1025, 1064)
theatre-item: ΠΑΝΘΕΟΝ (Δεξαμενής). — «Ο λαοπλάνος». (215, 407, 401, 432)
fx-london-header: ΤΟ ΣΥΝΑΛΛΑΓΜΑ ΕΝ ΛΟΝΔΙΝΩ (1358, 728, 1543, 743)
column-rule (793, 34, 795, 2258)
table-cell: 6950 (1416, 260, 1446, 273)
serial-title: ΤΟ ΜΥΣΤΗΡΙΟΝ ΤΟΥ ΘΑΛΑΜΟΥ (30, 1315, 399, 1392)
ad-agent: Π. ΝΤΟΥΡΑΤΣΟΣ (851, 1143, 995, 1164)
table-cell: Χρηματιστηρίου (1447, 325, 1541, 351)
table-cell: Λαϊκής (1331, 299, 1416, 312)
theatre-header: ΘΕΑΤΡΑ (215, 76, 401, 94)
table-cell: 200 (1424, 391, 1454, 404)
table-cell: Α. Χαρδί (1461, 470, 1542, 483)
table-cell: 1887 (1331, 143, 1379, 156)
table-cell: 320 (1433, 496, 1461, 509)
table-cell: Ηούλα (1461, 431, 1542, 444)
fx-col: Έκκαθ. (1530, 619, 1568, 632)
table-cell: 1500 (1426, 182, 1474, 194)
economy-header: ΟΙΚΟΝΟΜΙΚΗ ΣΤΗΛΗ (1331, 34, 1570, 62)
congress-subheader: ΤΟ ΣΥΝΕΔΡΙΟΝ ΤΟΥ ΠΑΝΕΛΛΗΝ. ΣΥΛΛΟΓΟΥ (605, 870, 787, 895)
letter-label-pempti: Πέμπτη (672, 315, 720, 328)
theatre-item: ΘΕΑΤΡΟΝ ΣΤΑΔΙΟΥ (Θίασος Ρεζάλη Βεΐσσουλίου) — «Ο Αγαπητικός της Βοσκοπούλας». (215, 295, 401, 332)
table-cell: Ελλάδος (1454, 391, 1540, 404)
table-cell: 130 (1549, 331, 1568, 344)
table-cell: 1907 (1331, 207, 1379, 220)
industry-table-header: ΒΙΟΜΗΧΑΝΙΚΩΝ ΚΑΙ ΕΜΠΟΡΙΚΩΝ ΕΤΑΙΡΕΙΩΝ (1342, 421, 1559, 431)
table-cell: Βελγίου (1331, 673, 1437, 686)
table-cell: Ανατολής (1331, 286, 1416, 299)
table-cell: 350 (1549, 457, 1568, 469)
table-row (1331, 182, 1570, 194)
funeral-date: Εν Πειραιεί τη 18 Ιουνίου 1924 (1366, 1059, 1535, 1071)
signature: Ο ΣΤΥΛΟΓΡΑΦΟΣ (68, 544, 172, 557)
table-row (1331, 535, 1570, 548)
table-cell: Ιταλίας (1331, 699, 1437, 712)
health-subhead: «ΥΓΕΙΑ» (30, 1060, 87, 1075)
table-cell: 1500 (1426, 207, 1474, 220)
serial-name: ΕΚΕΙΝΟΣ ΣΑΝΑΓΚΡΙΠΗ (143, 1427, 286, 1440)
bibliography-item: Jagow-Herre: Politisches Handwörterbuch. (215, 853, 397, 865)
table-cell: 385 (1433, 509, 1461, 522)
table-cell: 1500 (1426, 220, 1474, 233)
table-cell: Πατρών (1461, 457, 1542, 470)
table-cell: 49 (1555, 404, 1568, 416)
table-cell: 118 (1549, 378, 1568, 390)
masthead-bar (30, 4, 1566, 26)
railway-table-header: ΣΙΔΗΡΟΔΡΟΜΩΝ ΚΑΙ ΜΕΤΑΦΟΡΩΝ ΕΤΑΙΡΕΙΩΝ (1342, 355, 1559, 365)
column-rule (1052, 34, 1054, 2258)
bibliography-header: Διεθνής Βιβλιογραφία (253, 813, 363, 828)
table-cell: 1880 (1379, 156, 1426, 169)
table-cell: 5500 (1416, 273, 1446, 286)
table-cell: Μαγνησίου (1461, 496, 1542, 509)
table-cell: Αθην. Πειρ. (1331, 365, 1424, 378)
table-cell: 1830 (1495, 182, 1521, 193)
table-cell: 130 (1549, 548, 1568, 560)
table-cell: Τοκολογιών (1461, 548, 1542, 561)
orphanage-subhead: Η ΕΚΘΕΣΙΣ ΤΟΥ ΟΡΦΑΝΟΤΡΟΦΕΙΟΥ (30, 711, 162, 741)
table-row (1331, 312, 1570, 325)
table-cell: 2.55 (1437, 699, 1508, 712)
table-cell: Βιομηχανίας (1447, 247, 1541, 260)
table-cell: 2575 (1542, 117, 1568, 129)
bibliography-source: (Ελευθερουδάκης και Μπάρτ) (244, 928, 372, 940)
bibliography-item: Grasset: L'Ouvrant dans la Ville. (215, 866, 353, 877)
bibliography-item: Bernstein: Judith. (215, 878, 290, 890)
fx-col: Μετρητ. (1437, 620, 1508, 634)
column-rule (407, 34, 409, 1253)
table-row (1331, 325, 1570, 351)
ad-note: Να το ζητήσητε από τους ιατρούς σας. (819, 1179, 1026, 1192)
theatre-item: ΜΙΚΡΟΝ ΣΑΠΠΕΙΟΝ. — Συνδυασμός. (215, 457, 401, 482)
weather-header: Ο ΚΑΙΡΟΣ ΧΘΕΣ (260, 757, 356, 770)
table-cell: 1888 (1331, 156, 1379, 169)
table-cell: 350 (1549, 483, 1568, 495)
fx-col: Συν/γμα (1331, 620, 1437, 634)
table-cell: 10.45 (1437, 686, 1508, 699)
table-cell: 485 (1433, 483, 1461, 496)
table-cell: 280 (1433, 457, 1461, 470)
table-row (1331, 660, 1570, 673)
table-row (1331, 156, 1570, 169)
table-cell: 140 (1424, 404, 1454, 417)
table-cell: 170 (1549, 535, 1568, 547)
fx-table (1331, 620, 1570, 725)
table-cell: 10.60 (1536, 685, 1568, 698)
banks-table-header: ΜΕΤΟΧΑΙ ΤΡΑΠΕΖΩΝ (1397, 237, 1503, 247)
table-cell: Κεντρικής (1447, 273, 1541, 286)
theatre-item: ΣΠΛΕΝΤΙΤ. — «Η Φιλαργυρία» (215, 520, 383, 532)
theatre-item: ΑΘΗΝΑΙΟΝ. — (Θίασος Φύρστ - Παπαελένη). (215, 207, 401, 232)
table-cell: Πειραιώς (1331, 312, 1416, 325)
ad-footer: ΠΩΛΕΙΤΑΙ μαγαζίον μικρόν εμπορίας. Πληροφορίαι «ΕΜΠΡΟΣ» Αιόλου 133. (799, 1209, 1046, 1234)
